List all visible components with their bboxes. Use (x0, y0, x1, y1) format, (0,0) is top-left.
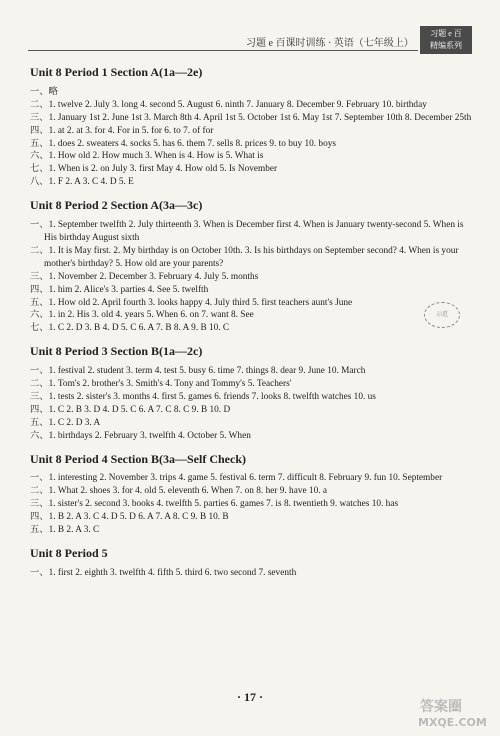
answer-line: 一、略 (30, 86, 58, 97)
header-title: 习题 e 百课时训练 · 英语（七年级上） (246, 38, 414, 49)
answer-line: 四、1. C 2. B 3. D 4. D 5. C 6. A 7. C 8. C 9. B 10. D (30, 404, 231, 415)
answer-line: 七、1. C 2. D 3. B 4. D 5. C 6. A 7. B 8. A 9. B 10. C (30, 323, 230, 334)
series-badge (420, 26, 472, 54)
watermark-logo: 答案圈 (420, 699, 462, 715)
answer-line: 五、1. How old 2. April fourth 3. looks happy 4. July third 5. first teachers aunt's June (30, 297, 353, 308)
answer-line: 七、1. When is 2. on July 3. first May 4. How old 5. Is November (30, 164, 278, 175)
answer-content (30, 62, 472, 580)
answer-line: 三、1. January 1st 2. June 1st 3. March 8th 4. April 1st 5. October 1st 6. May 1st 7. September 10th 8. December 25th (30, 112, 472, 123)
answer-line: 三、1. November 2. December 3. February 4. July 5. months (30, 271, 259, 282)
watermark-url: MXQE.COM (418, 716, 487, 729)
answer-line: 六、1. How old 2. How much 3. When is 4. How is 5. What is (30, 151, 264, 162)
page-number: · 17 · (236, 690, 263, 704)
section-title: Unit 8 Period 5 (30, 546, 108, 560)
answer-line: 二、1. It is May first. 2. My birthday is on October 10th. 3. Is his birthdays on September second? 4. When is your mother's birthday? 5. How old are your parents? (30, 245, 459, 269)
badge-line-1: 习题 e 百 (430, 29, 462, 38)
section-title: Unit 8 Period 3 Section B(1a—2c) (30, 344, 203, 359)
answer-line: 二、1. twelve 2. July 3. long 4. second 5. August 6. ninth 7. January 8. December 9. February 10. birthday (30, 99, 427, 110)
answer-line: 二、1. Tom's 2. brother's 3. Smith's 4. Tony and Tommy's 5. Teachers' (30, 379, 292, 390)
section-title: Unit 8 Period 1 Section A(1a—2e) (30, 65, 203, 79)
answer-line: 八、1. F 2. A 3. C 4. D 5. E (30, 177, 134, 188)
answer-line: 六、1. birthdays 2. February 3. twelfth 4. October 5. When (30, 430, 251, 441)
stamp-mark: 示范 (424, 302, 460, 328)
answer-line: 五、1. B 2. A 3. C (30, 525, 100, 536)
answer-line: 一、1. first 2. eighth 3. twelfth 4. fifth 5. third 6. two second 7. seventh (30, 567, 297, 578)
answer-line: 一、1. interesting 2. November 3. trips 4. game 5. festival 6. term 7. difficult 8. February 9. fun 10. September (30, 473, 443, 484)
answer-line: 一、1. festival 2. student 3. term 4. test 5. busy 6. time 7. things 8. dear 9. June 10. March (30, 366, 366, 377)
badge-line-2: 精编系列 (430, 41, 462, 50)
answer-line: 二、1. What 2. shoes 3. for 4. old 5. eleventh 6. When 7. on 8. her 9. have 10. a (30, 486, 328, 497)
answer-line: 五、1. C 2. D 3. A (30, 417, 101, 428)
answer-line: 五、1. does 2. sweaters 4. socks 5. has 6. them 7. sells 8. prices 9. to buy 10. boys (30, 138, 336, 149)
answer-line: 四、1. him 2. Alice's 3. parties 4. See 5. twelfth (30, 284, 209, 295)
section-title: Unit 8 Period 4 Section B(3a—Self Check) (30, 451, 246, 466)
header-divider (28, 50, 418, 51)
answer-line: 三、1. sister's 2. second 3. books 4. twelfth 5. parties 6. games 7. is 8. twentieth 9. watches 10. has (30, 499, 399, 510)
section-title: Unit 8 Period 2 Section A(3a—3c) (30, 198, 203, 213)
answer-line: 四、1. at 2. at 3. for 4. For in 5. for 6. to 7. of for (30, 125, 214, 136)
answer-line: 一、1. September twelfth 2. July thirteenth 3. When is December first 4. When is January twenty-second 5. When is His birthday August sixth (30, 220, 464, 243)
answer-line: 三、1. tests 2. sister's 3. months 4. first 5. games 6. friends 7. looks 8. twelfth watches 10. us (30, 391, 376, 402)
answer-line: 六、1. in 2. His 3. old 4. years 5. When 6. on 7. want 8. See (30, 310, 254, 321)
answer-line: 四、1. B 2. A 3. C 4. D 5. D 6. A 7. A 8. C 9. B 10. B (30, 512, 229, 523)
